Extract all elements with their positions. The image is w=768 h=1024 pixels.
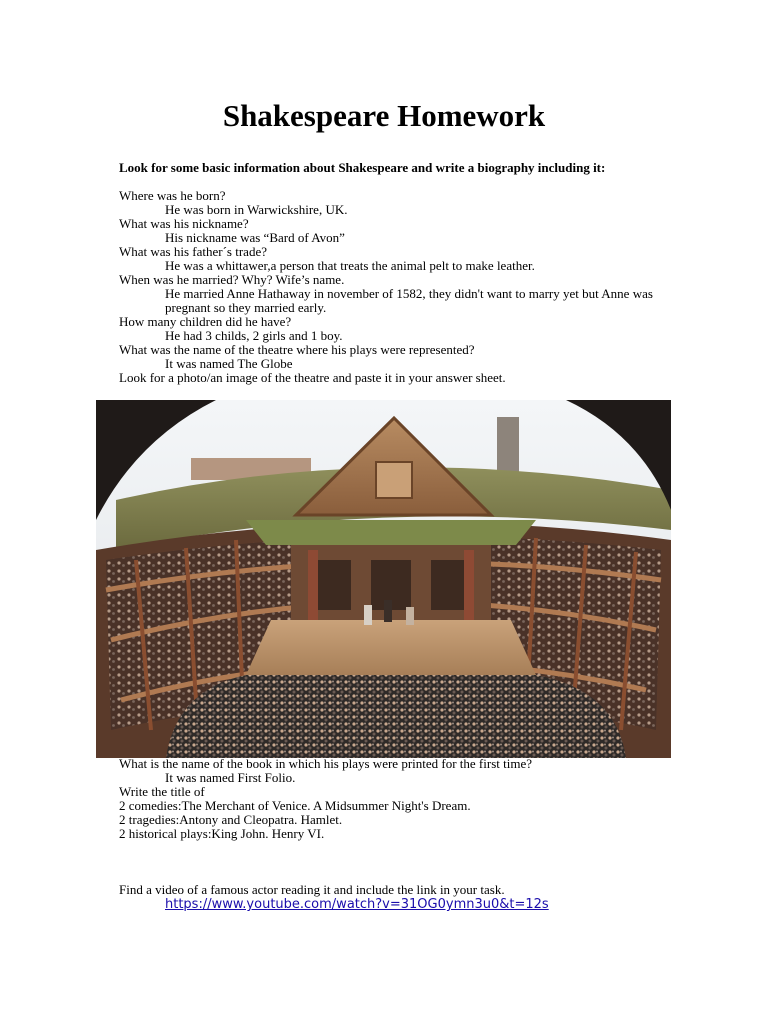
video-section [119,883,679,913]
question-first-book: What is the name of the book in which his plays were printed for the first time? [119,756,532,771]
answer-first-book: It was named First Folio. [165,770,296,785]
historical-plays-line: 2 historical plays:King John. Henry VI. [119,826,325,841]
answer-children: He had 3 childs, 2 girls and 1 boy. [165,328,343,343]
book-section [119,757,679,841]
answer-birthplace: He was born in Warwickshire, UK. [165,202,348,217]
globe-theatre-photo [96,400,671,758]
question-theatre: What was the name of the theatre where his plays were represented? [119,342,475,357]
comedies-line: 2 comedies:The Merchant of Venice. A Midsummer Night's Dream. [119,798,471,813]
document-title: Shakespeare Homework [222,98,546,133]
answer-theatre: It was named The Globe [165,356,293,371]
answer-marriage: He married Anne Hathaway in november of 1582, they didn't want to marry yet but Anne was pregnant so they married early. [165,286,653,315]
answer-father-trade: He was a whittawer,a person that treats the animal pelt to make leather. [165,258,535,273]
answer-nickname: His nickname was “Bard of Avon” [165,230,345,245]
question-nickname: What was his nickname? [119,216,249,231]
question-birthplace: Where was he born? [119,188,226,203]
photo-instruction: Look for a photo/an image of the theatre and paste it in your answer sheet. [119,370,506,385]
question-marriage: When was he married? Why? Wife’s name. [119,272,345,287]
biography-questions [119,189,679,385]
tragedies-line: 2 tragedies:Antony and Cleopatra. Hamlet. [119,812,343,827]
question-father-trade: What was his father´s trade? [119,244,267,259]
intro-instruction: Look for some basic information about Shakespeare and write a biography including it: [119,160,606,175]
youtube-link[interactable]: https://www.youtube.com/watch?v=31OG0ymn3u0&t=12s [165,897,549,912]
question-children: How many children did he have? [119,314,292,329]
write-title-prompt: Write the title of [119,784,205,799]
video-instruction: Find a video of a famous actor reading it and include the link in your task. [119,882,505,897]
